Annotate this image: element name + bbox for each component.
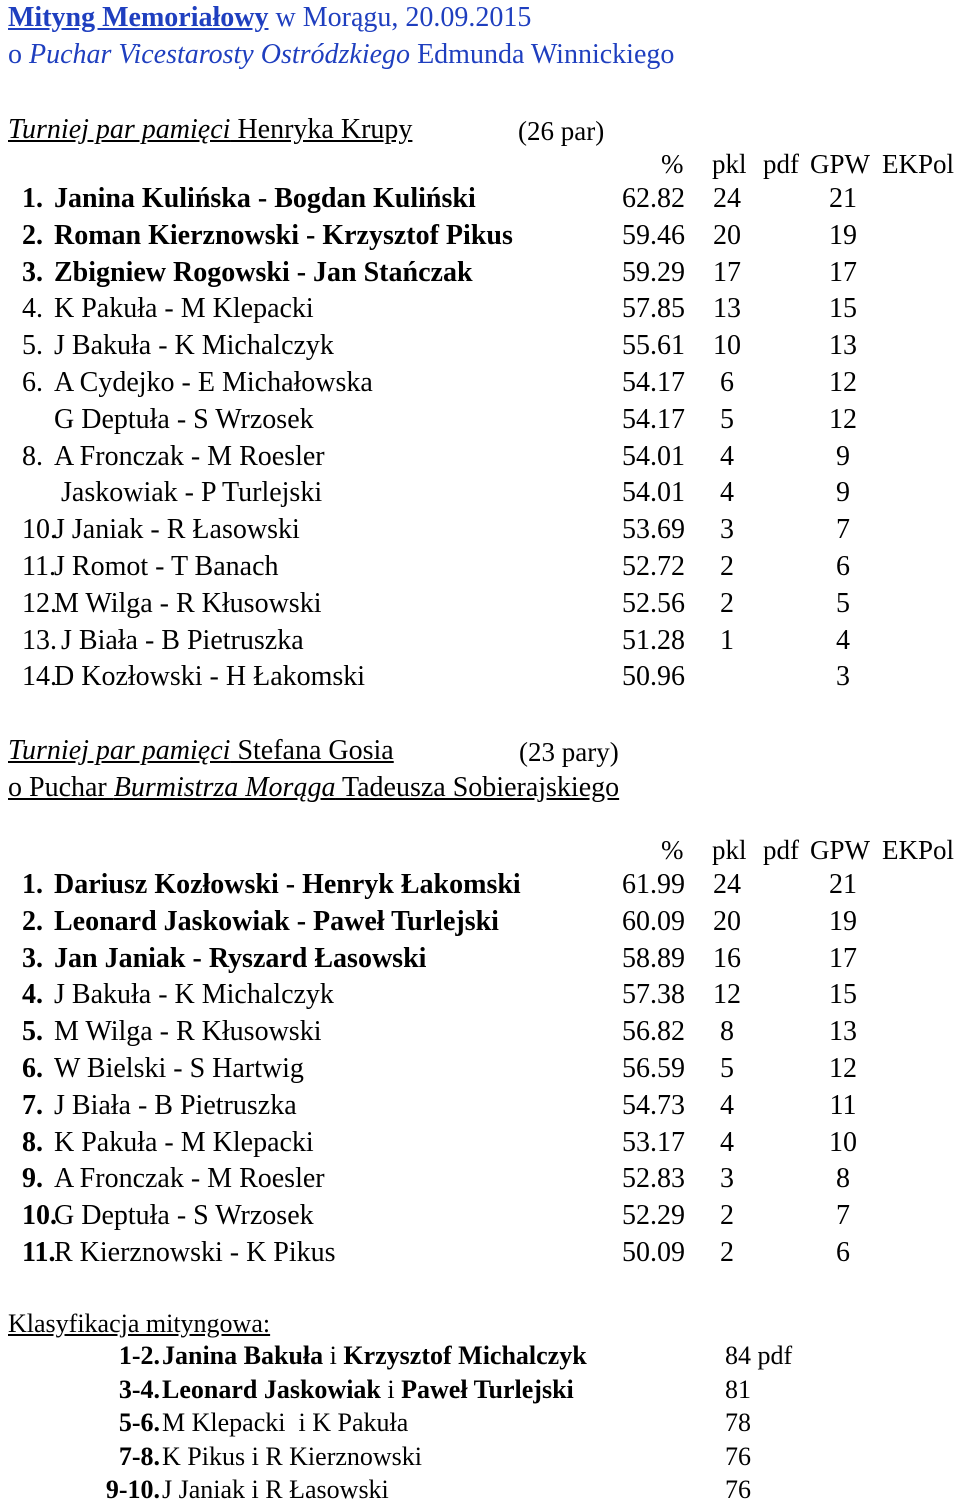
row-percent: 58.89 xyxy=(622,942,685,974)
classification-and: i xyxy=(245,1475,266,1504)
classification-pair xyxy=(162,1477,389,1503)
row-gpw: 12 xyxy=(829,367,857,398)
row-gpw: 3 xyxy=(836,661,850,693)
row-percent: 62.82 xyxy=(622,183,685,214)
table-row xyxy=(0,1126,960,1165)
row-pair-name: J Janiak - R Łasowski xyxy=(54,514,300,546)
classification-score: 78 xyxy=(725,1408,751,1437)
table-row xyxy=(0,256,960,295)
row-number: 4. xyxy=(22,293,43,325)
tour2-heading-italic: Turniej par pamięci xyxy=(8,735,231,766)
tour1-heading-underlined xyxy=(8,114,412,145)
row-pair-name: J Romot - T Banach xyxy=(54,551,279,582)
table-row xyxy=(0,1089,960,1128)
row-gpw: 9 xyxy=(836,440,850,472)
row-gpw: 21 xyxy=(829,183,857,214)
row-gpw: 12 xyxy=(829,403,857,435)
row-pkl: 4 xyxy=(720,1126,734,1158)
classification-place: 3-4. xyxy=(118,1374,160,1404)
row-percent: 52.29 xyxy=(622,1200,685,1232)
tour1-col-ekpol: EKPol xyxy=(882,149,955,179)
row-percent: 59.46 xyxy=(622,219,685,251)
tour1-count: (26 par) xyxy=(518,116,605,146)
row-number: 7. xyxy=(22,1089,43,1121)
row-gpw: 17 xyxy=(829,942,857,974)
row-number: 1. xyxy=(22,869,43,900)
table-row xyxy=(0,905,960,944)
row-pair-name: D Kozłowski - H Łakomski xyxy=(54,661,366,693)
row-pair-name: M Wilga - R Kłusowski xyxy=(54,587,322,619)
row-pair-name: J Bakuła - K Michalczyk xyxy=(54,979,334,1011)
row-gpw: 8 xyxy=(836,1163,850,1195)
row-percent: 61.99 xyxy=(622,869,685,900)
row-pkl: 24 xyxy=(713,183,741,214)
row-gpw: 7 xyxy=(836,514,850,546)
row-pkl: 5 xyxy=(720,1053,734,1084)
row-number: 3. xyxy=(22,942,43,974)
classification-and: i xyxy=(245,1441,266,1471)
classification-place: 5-6. xyxy=(118,1408,160,1437)
row-pkl: 13 xyxy=(713,293,741,325)
row-percent: 60.09 xyxy=(622,905,685,937)
row-pair-name: A Fronczak - M Roesler xyxy=(54,440,325,472)
row-pair-name: A Cydejko - E Michałowska xyxy=(54,367,373,398)
row-pkl: 6 xyxy=(720,367,734,398)
row-pair-name: Dariusz Kozłowski - Henryk Łakomski xyxy=(54,869,521,900)
meeting-title-link[interactable]: Mityng Memoriałowy xyxy=(8,2,269,33)
row-gpw: 19 xyxy=(829,905,857,937)
classification-pair xyxy=(162,1410,408,1436)
tour2-col-gpw: GPW xyxy=(810,835,870,865)
meeting-title xyxy=(8,4,531,32)
tour2-col-pdf: pdf xyxy=(763,835,799,865)
table-row xyxy=(0,1165,960,1201)
row-pair-name: J Biała - B Pietruszka xyxy=(54,624,304,656)
row-percent: 56.82 xyxy=(622,1016,685,1048)
row-pair-name: J Bakuła - K Michalczyk xyxy=(54,330,334,362)
row-gpw: 6 xyxy=(836,1237,850,1268)
tour1-col-pkl: pkl xyxy=(712,149,747,179)
tour2-heading-name: Stefana Gosia xyxy=(230,735,394,766)
row-number: 14. xyxy=(22,661,57,693)
classification-heading-text: Klasyfikacja mityngowa: xyxy=(8,1309,271,1338)
classification-place: 9-10. xyxy=(105,1475,160,1504)
row-gpw: 5 xyxy=(836,587,850,619)
row-percent: 53.17 xyxy=(622,1126,685,1158)
row-percent: 54.01 xyxy=(622,440,685,472)
classification-player2: Krzysztof Michalczyk xyxy=(343,1341,587,1370)
tour1-heading-italic: Turniej par pamięci xyxy=(8,114,231,145)
row-gpw: 15 xyxy=(829,979,857,1011)
row-gpw: 15 xyxy=(829,293,857,325)
tour1-col-gpw: GPW xyxy=(810,149,870,179)
classification-player2: Paweł Turlejski xyxy=(401,1374,574,1404)
row-pkl: 17 xyxy=(713,256,741,288)
row-percent: 54.17 xyxy=(622,367,685,398)
row-number: 5. xyxy=(22,330,43,362)
meeting-place-date: w Morągu, 20.09.2015 xyxy=(268,2,532,33)
tour1-heading xyxy=(8,116,412,144)
table-row xyxy=(0,369,960,405)
row-pkl: 3 xyxy=(720,514,734,546)
tour2-heading xyxy=(8,737,394,765)
table-row xyxy=(0,479,960,515)
row-gpw: 13 xyxy=(829,330,857,362)
table-row xyxy=(0,332,960,368)
row-number: 2. xyxy=(22,905,43,937)
row-gpw: 12 xyxy=(829,1053,857,1084)
row-gpw: 19 xyxy=(829,219,857,251)
row-pair-name: Roman Kierznowski - Krzysztof Pikus xyxy=(54,219,513,251)
classification-player1: M Klepacki xyxy=(162,1408,292,1437)
table-row xyxy=(0,942,960,981)
row-percent: 52.83 xyxy=(622,1163,685,1195)
tour2-cup-prefix: o Puchar xyxy=(8,772,114,803)
row-gpw: 9 xyxy=(836,477,850,509)
row-pkl: 1 xyxy=(720,624,734,656)
row-number: 11. xyxy=(22,551,56,582)
row-percent: 52.56 xyxy=(622,587,685,619)
row-number: 6. xyxy=(22,1053,43,1084)
table-row xyxy=(0,587,960,626)
classification-player2: R Kierznowski xyxy=(265,1441,423,1471)
table-row xyxy=(0,624,960,663)
row-gpw: 11 xyxy=(829,1089,857,1121)
row-pair-name: Jaskowiak - P Turlejski xyxy=(54,477,323,509)
table-row xyxy=(0,403,960,442)
row-pair-name: J Biała - B Pietruszka xyxy=(54,1089,297,1121)
row-number: 9. xyxy=(22,1163,43,1195)
row-pkl: 16 xyxy=(713,942,741,974)
row-gpw: 6 xyxy=(836,551,850,582)
row-pkl: 8 xyxy=(720,1016,734,1048)
row-pkl: 12 xyxy=(713,979,741,1011)
table-row xyxy=(0,295,960,331)
classification-place: 1-2. xyxy=(118,1341,160,1370)
row-number: 11. xyxy=(22,1237,56,1268)
classification-heading xyxy=(8,1311,270,1337)
cup-sponsor: Edmunda Winnickiego xyxy=(410,39,675,70)
row-pair-name: Jan Janiak - Ryszard Łasowski xyxy=(54,942,427,974)
row-gpw: 7 xyxy=(836,1200,850,1232)
tour2-col-ekpol: EKPol xyxy=(882,835,955,865)
row-pair-name: K Pakuła - M Klepacki xyxy=(54,1126,314,1158)
meeting-cup xyxy=(8,41,674,69)
table-row xyxy=(0,1018,960,1054)
tour1-col-pdf: pdf xyxy=(763,149,799,179)
row-number: 3. xyxy=(22,256,43,288)
row-gpw: 4 xyxy=(836,624,850,656)
row-number: 12. xyxy=(22,587,57,619)
cup-prefix: o xyxy=(8,39,29,70)
row-percent: 57.85 xyxy=(622,293,685,325)
classification-place: 7-8. xyxy=(118,1441,160,1471)
classification-and: i xyxy=(323,1341,344,1370)
row-number: 13. xyxy=(22,624,57,656)
row-number: 5. xyxy=(22,1016,43,1048)
row-number: 10. xyxy=(22,1200,57,1232)
classification-player1: J Janiak xyxy=(162,1475,246,1504)
tour2-cup-italic: Burmistrza Morąga xyxy=(113,772,336,803)
row-number: 8. xyxy=(22,1126,43,1158)
classification-score: 76 xyxy=(725,1475,751,1504)
row-percent: 52.72 xyxy=(622,551,685,582)
tour2-cup xyxy=(8,774,619,802)
row-pkl: 24 xyxy=(713,869,741,900)
row-number: 1. xyxy=(22,183,43,214)
classification-player1: Leonard Jaskowiak xyxy=(162,1374,381,1404)
row-gpw: 13 xyxy=(829,1016,857,1048)
table-row xyxy=(0,1055,960,1091)
row-number: 4. xyxy=(22,979,43,1011)
classification-and: i xyxy=(291,1408,313,1437)
row-pair-name: R Kierznowski - K Pikus xyxy=(54,1237,336,1268)
classification-player1: K Pikus xyxy=(162,1441,246,1471)
tour1-col-pct: % xyxy=(661,149,684,179)
row-pkl: 4 xyxy=(720,1089,734,1121)
row-percent: 50.96 xyxy=(622,661,685,693)
table-row xyxy=(0,185,960,221)
classification-score: 84 pdf xyxy=(725,1341,793,1370)
classification-and: i xyxy=(380,1374,402,1404)
row-percent: 59.29 xyxy=(622,256,685,288)
row-percent: 56.59 xyxy=(622,1053,685,1084)
table-row xyxy=(0,553,960,589)
row-pair-name: M Wilga - R Kłusowski xyxy=(54,1016,322,1048)
table-row xyxy=(0,219,960,258)
tour2-col-pct: % xyxy=(661,835,684,865)
row-pkl: 10 xyxy=(713,330,741,362)
row-pair-name: A Fronczak - M Roesler xyxy=(54,1163,325,1195)
row-pkl: 4 xyxy=(720,477,734,509)
cup-italic: Puchar Vicestarosty Ostródzkiego xyxy=(29,39,411,70)
tour2-cup-underlined xyxy=(8,772,619,803)
table-row xyxy=(0,981,960,1017)
row-percent: 55.61 xyxy=(622,330,685,362)
table-row xyxy=(0,871,960,907)
row-gpw: 21 xyxy=(829,869,857,900)
classification-player2: R Łasowski xyxy=(265,1475,389,1504)
row-pair-name: G Deptuła - S Wrzosek xyxy=(54,1200,314,1232)
row-percent: 54.73 xyxy=(622,1089,685,1121)
row-pkl: 2 xyxy=(720,1237,734,1268)
row-pkl: 20 xyxy=(713,219,741,251)
table-row xyxy=(0,663,960,699)
row-pkl: 20 xyxy=(713,905,741,937)
row-percent: 51.28 xyxy=(622,624,685,656)
row-gpw: 10 xyxy=(829,1126,857,1158)
row-number: 2. xyxy=(22,219,43,251)
table-row xyxy=(0,516,960,552)
row-pkl: 2 xyxy=(720,551,734,582)
row-pair-name: Janina Kulińska - Bogdan Kuliński xyxy=(54,183,476,214)
tour2-count: (23 pary) xyxy=(519,737,619,767)
classification-pair xyxy=(162,1374,574,1404)
classification-player2: K Pakuła xyxy=(312,1408,409,1437)
row-percent: 54.17 xyxy=(622,403,685,435)
table-row xyxy=(0,440,960,479)
row-pkl: 2 xyxy=(720,587,734,619)
row-gpw: 17 xyxy=(829,256,857,288)
tour2-col-pkl: pkl xyxy=(712,835,747,865)
row-pkl: 4 xyxy=(720,440,734,472)
row-number: 6. xyxy=(22,367,43,398)
row-percent: 50.09 xyxy=(622,1237,685,1268)
row-percent: 53.69 xyxy=(622,514,685,546)
classification-score: 81 xyxy=(725,1374,751,1404)
row-pair-name: W Bielski - S Hartwig xyxy=(54,1053,304,1084)
row-pair-name: Zbigniew Rogowski - Jan Stańczak xyxy=(54,256,473,288)
row-pkl: 3 xyxy=(720,1163,734,1195)
row-number: 10. xyxy=(22,514,57,546)
row-pair-name: K Pakuła - M Klepacki xyxy=(54,293,314,325)
row-percent: 57.38 xyxy=(622,979,685,1011)
classification-player1: Janina Bakuła xyxy=(162,1341,324,1370)
row-pkl: 2 xyxy=(720,1200,734,1232)
row-pair-name: G Deptuła - S Wrzosek xyxy=(54,403,314,435)
row-percent: 54.01 xyxy=(622,477,685,509)
classification-score: 76 xyxy=(725,1441,751,1471)
tour2-heading-underlined xyxy=(8,735,394,766)
table-row xyxy=(0,1239,960,1275)
tour2-cup-sponsor: Tadeusza Sobierajskiego xyxy=(335,772,620,803)
row-pkl: 5 xyxy=(720,403,734,435)
row-number: 8. xyxy=(22,440,43,472)
tour1-heading-name: Henryka Krupy xyxy=(230,114,413,145)
table-row xyxy=(0,1202,960,1238)
classification-pair xyxy=(162,1343,587,1369)
row-pair-name: Leonard Jaskowiak - Paweł Turlejski xyxy=(54,905,499,937)
classification-pair xyxy=(162,1441,423,1471)
